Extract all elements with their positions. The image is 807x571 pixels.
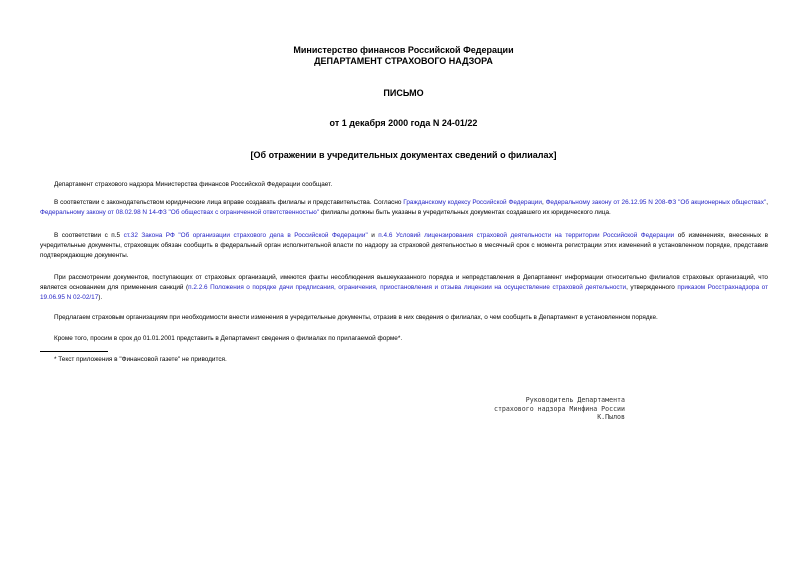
paragraph-2-text-3: , xyxy=(766,199,768,206)
paragraph-4-text-2: , утвержденного xyxy=(626,284,678,291)
paragraph-3-text-2: и xyxy=(367,232,379,239)
link-insurance-law-art32[interactable]: ст.32 Закона РФ "Об организации страхового дела в Российской Федерации" xyxy=(123,232,368,239)
link-licensing-conditions[interactable]: п.4.6 Условий лицензирования страховой деятельности на территории Российской Федерации xyxy=(378,232,675,239)
paragraph-2-text-4: филиалы должны быть указаны в учредительных документах создавшего их юридического лица. xyxy=(319,209,611,216)
paragraph-4 xyxy=(40,273,768,303)
paragraph-4-text-3: ). xyxy=(98,294,103,301)
footnote-divider xyxy=(40,351,108,352)
paragraph-2-text-1: В соответствии с законодательством юридические лица вправе создавать филиалы и представительства. Согласно xyxy=(54,199,404,206)
footnote: * Текст приложения в "Финансовой газете" не приводится. xyxy=(54,356,227,363)
paragraph-2 xyxy=(40,198,768,218)
document-type: ПИСЬМО xyxy=(383,88,424,98)
paragraph-1: Департамент страхового надзора Министерства финансов Российской Федерации сообщает. xyxy=(54,181,333,188)
link-law-joint-stock[interactable]: Федеральному закону от 26.12.95 N 208-ФЗ "Об акционерных обществах" xyxy=(545,199,767,206)
ministry-title: Министерство финансов Российской Федерации xyxy=(293,45,514,55)
paragraph-3-text-3: об изменениях, внесенных в учредительные документы, страховщик обязан сообщить в федеральный орган исполнительной власти по надзору за страховой деятельностью в месячный срок с момента регистрации этих изменений в установленном порядке, представив подтверждающие документы. xyxy=(40,232,768,259)
department-title: ДЕПАРТАМЕНТ СТРАХОВОГО НАДЗОРА xyxy=(314,56,493,66)
signature-organization: страхового надзора Минфина России xyxy=(493,405,625,413)
signature-name: К.Пылов xyxy=(597,413,625,421)
paragraph-2-text-2: , xyxy=(541,199,546,206)
signature-position: Руководитель Департамента xyxy=(525,396,625,404)
paragraph-6: Кроме того, просим в срок до 01.01.2001 представить в Департамент сведения о филиалах по прилагаемой форме*. xyxy=(54,335,403,342)
link-civil-code[interactable]: Гражданскому кодексу Российской Федерации xyxy=(403,199,542,206)
paragraph-5: Предлагаем страховым организациям при необходимости внести изменения в учредительные документы, отразив в них сведения о филиалах, о чем сообщить в Департамент в установленном порядке. xyxy=(54,314,658,321)
paragraph-4-text-1: При рассмотрении документов, поступающих от страховых организаций, имеются факты несоблюдения вышеуказанного порядка и непредставления в Департамент информации относительно филиалов страховых организаций, что является основанием для применения санкций ( xyxy=(40,274,768,291)
document-subject: [Об отражении в учредительных документах сведений о филиалах] xyxy=(250,150,557,160)
link-regulation-2-2-6[interactable]: п.2.2.6 Положения о порядке дачи предписания, ограничения, приостановления и отзыва лицензии на осуществление страховой деятельности xyxy=(188,284,627,291)
link-law-llc[interactable]: Федеральному закону от 08.02.98 N 14-ФЗ "Об обществах с ограниченной ответственностью" xyxy=(40,209,320,216)
link-rosstrakhnadzor-order[interactable]: приказом Росстрахнадзора от 19.06.95 N 02-02/17 xyxy=(40,284,769,301)
paragraph-3-text-1: В соответствии с п.5 xyxy=(54,232,124,239)
paragraph-3 xyxy=(40,231,768,261)
document-date-number: от 1 декабря 2000 года N 24-01/22 xyxy=(329,118,478,128)
